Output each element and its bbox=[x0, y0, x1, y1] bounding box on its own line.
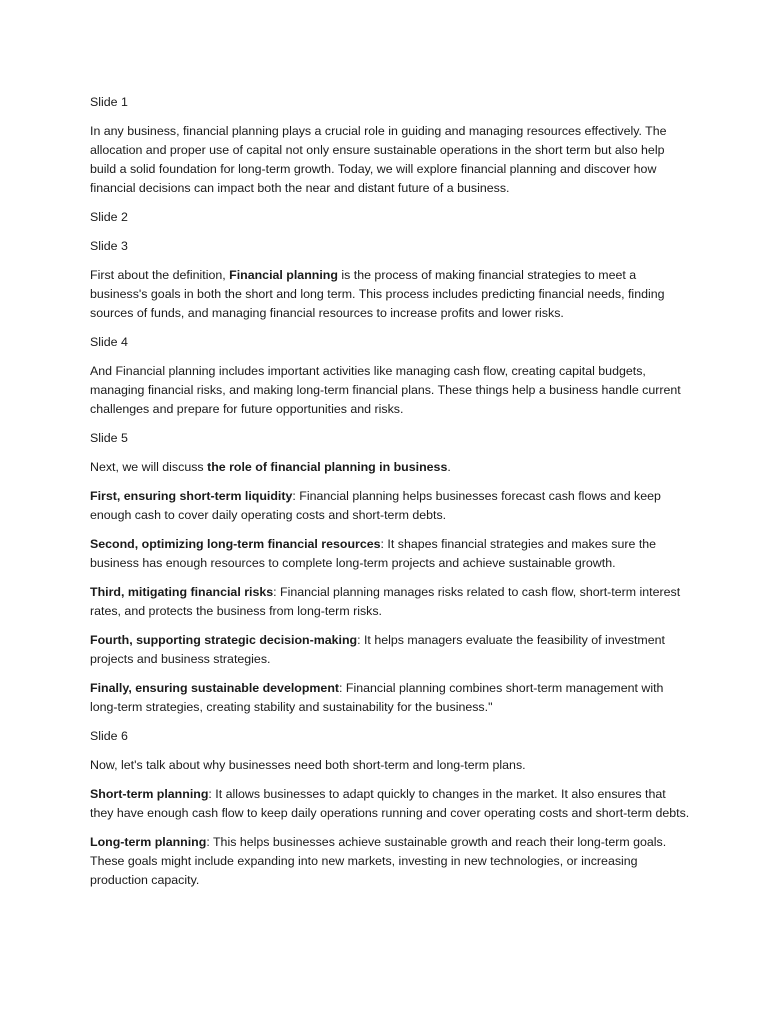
role-item-title: Finally, ensuring sustainable development bbox=[90, 681, 340, 696]
slide-4-heading: Slide 4 bbox=[90, 335, 128, 349]
role-item-text: : Financial planning helps businesses forecast cash flows and keep enough cash to cover daily operating costs and short-term debts. bbox=[90, 489, 661, 523]
role-item-sustainable bbox=[90, 679, 690, 717]
plan-item-long-term bbox=[90, 833, 690, 890]
plan-item-title: Long-term planning bbox=[90, 835, 207, 850]
intro-end: . bbox=[447, 460, 451, 475]
definition-text: is the process of making financial strategies to meet a business's goals in both the short and long term. This process includes predicting financial needs, finding sources of funds, and managing financial resources to increase profits and lower risks. bbox=[90, 268, 665, 320]
document-page bbox=[90, 93, 690, 900]
slide-3-heading: Slide 3 bbox=[90, 239, 128, 253]
slide-5-heading: Slide 5 bbox=[90, 431, 128, 445]
slide-3-paragraph bbox=[90, 266, 690, 323]
role-item-title: Fourth, supporting strategic decision-making bbox=[90, 633, 358, 648]
role-item-title: First, ensuring short-term liquidity bbox=[90, 489, 293, 504]
role-item-text: : Financial planning manages risks related to cash flow, short-term interest rates, and protects the business from long-term risks. bbox=[90, 585, 681, 619]
plan-item-text: : It allows businesses to adapt quickly to changes in the market. It also ensures that they have enough cash flow to keep daily operations running and cover operating costs and short-term debts. bbox=[90, 787, 690, 821]
intro-bold-topic: the role of financial planning in business bbox=[207, 460, 448, 475]
intro-text: Next, we will discuss bbox=[90, 460, 208, 475]
slide-6-intro: Now, let's talk about why businesses need both short-term and long-term plans. bbox=[90, 758, 526, 773]
role-item-title: Third, mitigating financial risks bbox=[90, 585, 274, 600]
role-item-liquidity bbox=[90, 487, 690, 525]
role-item-text: : It helps managers evaluate the feasibility of investment projects and business strategies. bbox=[90, 633, 665, 667]
role-item-text: : Financial planning combines short-term management with long-term strategies, creating stability and sustainability for the business." bbox=[90, 681, 664, 715]
slide-5-intro bbox=[90, 458, 690, 477]
plan-item-title: Short-term planning bbox=[90, 787, 209, 802]
role-item-decision-making bbox=[90, 631, 690, 669]
plan-item-text: : This helps businesses achieve sustainable growth and reach their long-term goals. These goals might include expanding into new markets, investing in new technologies, or increasing production capacity. bbox=[90, 835, 667, 888]
role-item-risks bbox=[90, 583, 690, 621]
role-item-title: Second, optimizing long-term financial resources bbox=[90, 537, 381, 552]
slide-6-heading: Slide 6 bbox=[90, 729, 128, 744]
definition-intro-text: First about the definition, bbox=[90, 268, 230, 283]
role-item-text: : It shapes financial strategies and makes sure the business has enough resources to complete long-term projects and achieve sustainable growth. bbox=[90, 537, 657, 571]
role-item-resources bbox=[90, 535, 690, 573]
definition-term: Financial planning bbox=[229, 268, 338, 283]
slide-1-heading: Slide 1 bbox=[90, 95, 128, 109]
slide-2-heading: Slide 2 bbox=[90, 209, 128, 224]
slide-1-paragraph: In any business, financial planning plays a crucial role in guiding and managing resources effectively. The allocation and proper use of capital not only ensure sustainable operations in the short term but also help build a solid foundation for long-term growth. Today, we will explore financial planning and discover how financial decisions can impact both the near and distant future of a business. bbox=[90, 124, 667, 195]
slide-4-paragraph: And Financial planning includes important activities like managing cash flow, creating capital budgets, managing financial risks, and making long-term financial plans. These things help a business handle current challenges and prepare for future opportunities and risks. bbox=[90, 364, 681, 416]
plan-item-short-term bbox=[90, 785, 690, 823]
